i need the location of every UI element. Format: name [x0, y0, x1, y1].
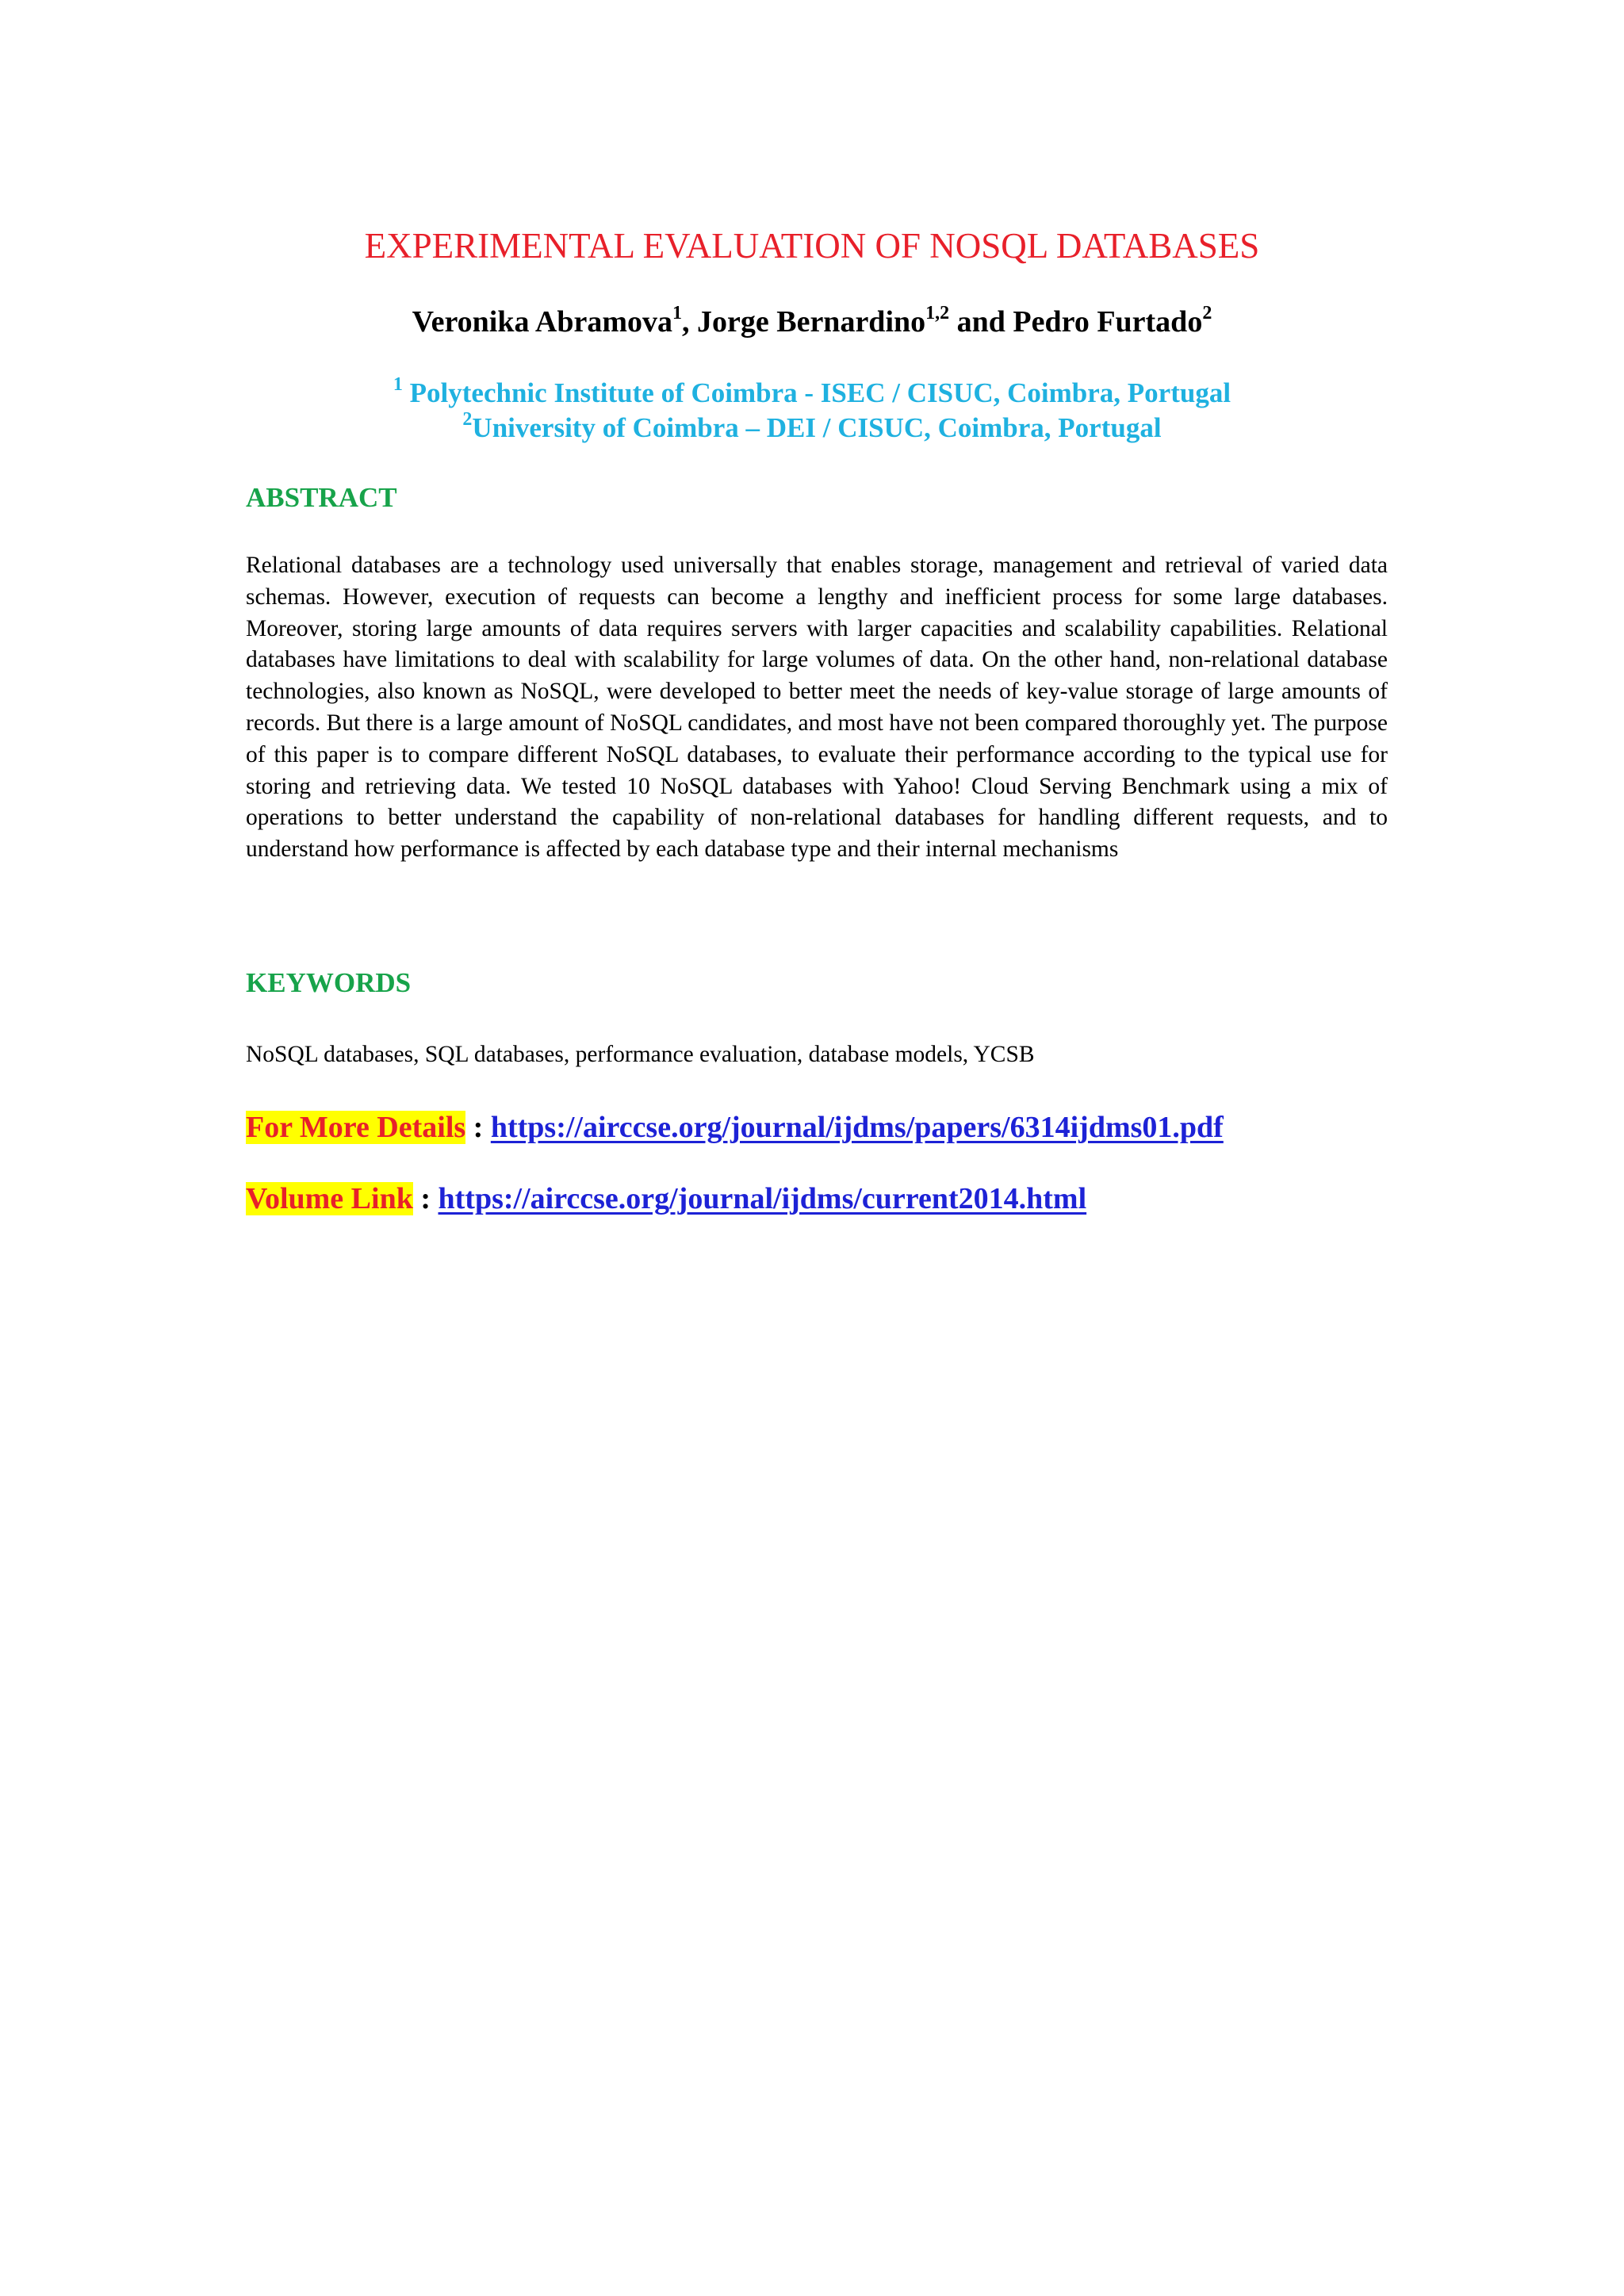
paper-title: EXPERIMENTAL EVALUATION OF NOSQL DATABASES: [364, 226, 1260, 266]
paper-pdf-link[interactable]: https://airccse.org/journal/ijdms/papers/6314ijdms01.pdf: [490, 1111, 1224, 1144]
abstract-text: Relational databases are a technology used universally that enables storage, management and retrieval of varied data schemas. However, execution of requests can become a lengthy and inefficient process for some large databases. Moreover, storing large amounts of data requires servers with larger capacities and scalability capabilities. Relational databases have limitations to deal with scalability for large volumes of data. On the other hand, non-relational database technologies, also known as NoSQL, were developed to better meet the needs of key-value storage of large amounts of records. But there is a large amount of NoSQL candidates, and most have not been compared thoroughly yet. The purpose of this paper is to compare different NoSQL databases, to evaluate their performance according to the typical use for storing and retrieving data. We tested 10 NoSQL databases with Yahoo! Cloud Serving Benchmark using a mix of operations to better understand the capability of non-relational databases for handling different requests, and to understand how performance is affected by each database type and their internal mechanisms: [246, 553, 1388, 863]
author-list: [0, 303, 1624, 341]
author-name: Veronika Abramova: [412, 305, 672, 339]
link-separator: :: [412, 1182, 439, 1215]
affiliation-text: University of Coimbra – DEI / CISUC, Coimbra, Portugal: [472, 412, 1162, 443]
volume-link[interactable]: https://airccse.org/journal/ijdms/current2014.html: [438, 1182, 1087, 1215]
author-name: Jorge Bernardino: [697, 305, 926, 339]
abstract-heading: ABSTRACT: [246, 482, 397, 513]
keywords-text: NoSQL databases, SQL databases, performance evaluation, database models, YCSB: [246, 1042, 1035, 1067]
affiliation-1: [0, 376, 1624, 411]
affiliation-text: Polytechnic Institute of Coimbra - ISEC / CISUC, Coimbra, Portugal: [402, 377, 1231, 408]
author-affiliation-marker: 1,2: [925, 303, 950, 324]
author-affiliation-marker: 2: [1202, 303, 1212, 324]
affiliation-2: [0, 411, 1624, 446]
more-details-label: For More Details: [246, 1111, 466, 1144]
keywords-heading: KEYWORDS: [246, 967, 412, 998]
more-details-row: [246, 1108, 1224, 1146]
author-separator: ,: [682, 305, 697, 339]
affiliation-marker: 1: [393, 374, 403, 396]
author-separator: and: [949, 305, 1013, 339]
link-separator: :: [465, 1111, 491, 1144]
affiliation-marker: 2: [462, 409, 473, 430]
volume-link-label: Volume Link: [246, 1182, 413, 1215]
volume-link-row: [246, 1180, 1086, 1218]
author-affiliation-marker: 1: [672, 303, 682, 324]
author-name: Pedro Furtado: [1013, 305, 1203, 339]
